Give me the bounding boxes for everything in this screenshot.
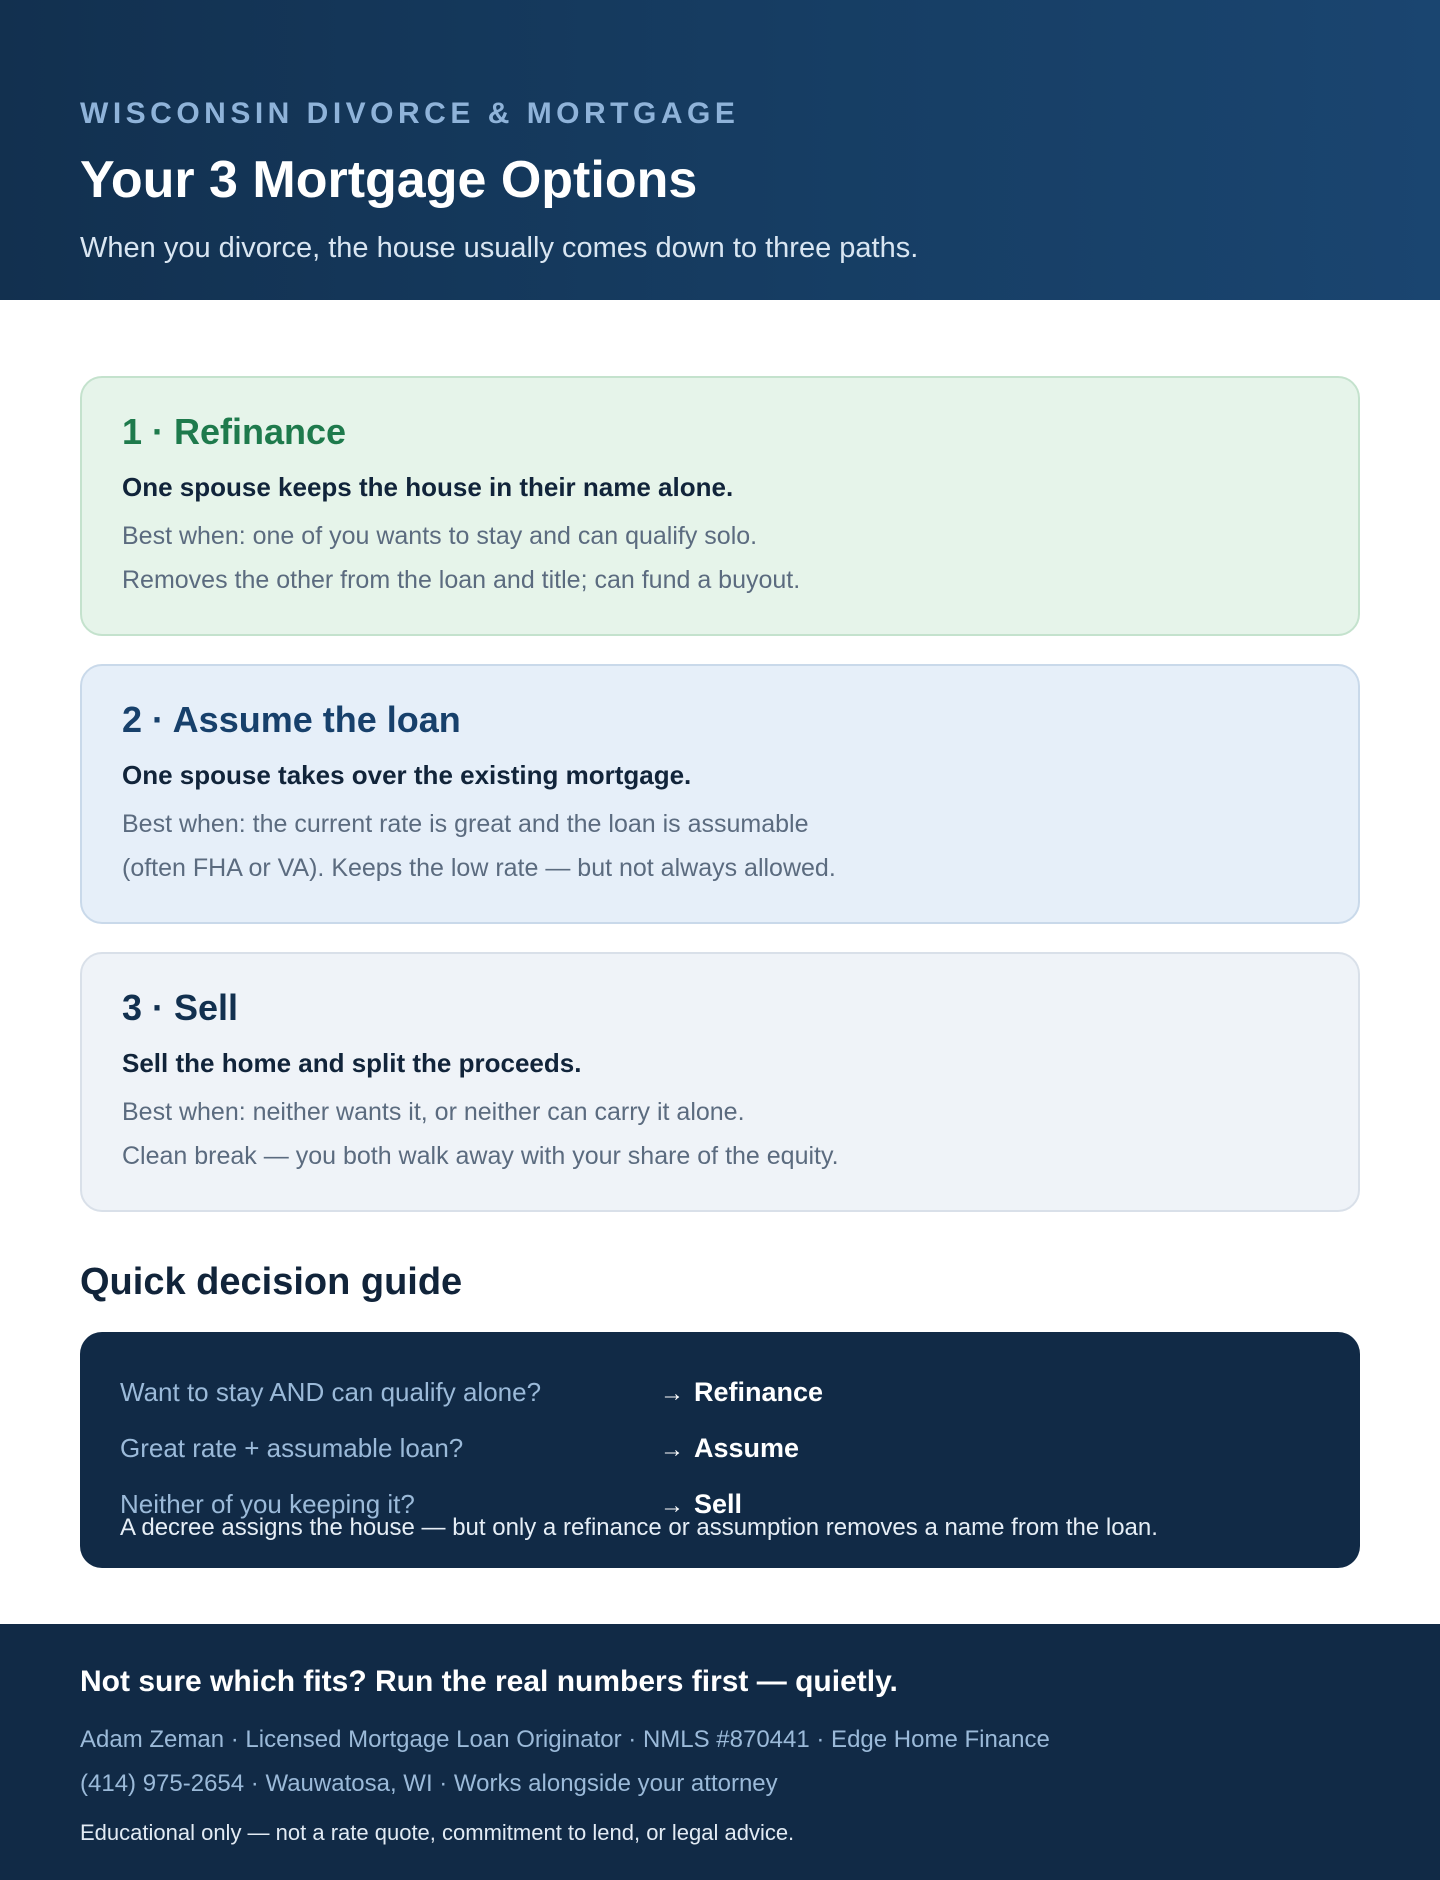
option-line: Removes the other from the loan and title; can fund a buyout. <box>122 566 801 594</box>
guide-row <box>120 1420 1320 1476</box>
footer-title: Not sure which fits? Run the real numbers first — quietly. <box>80 1665 898 1698</box>
page-subtitle: When you divorce, the house usually comes down to three paths. <box>80 232 919 264</box>
arrow-right-icon: → <box>660 1491 684 1519</box>
option-description <box>122 802 1318 890</box>
hero-banner <box>0 0 1440 300</box>
guide-answer-label: Sell <box>694 1488 743 1519</box>
option-line: Clean break — you both walk away with your share of the equity. <box>122 1142 839 1170</box>
decision-guide-panel <box>80 1332 1360 1568</box>
option-card-assume <box>80 664 1360 924</box>
option-line: (often FHA or VA). Keeps the low rate — but not always allowed. <box>122 854 836 882</box>
option-lead: One spouse keeps the house in their name alone. <box>122 472 734 502</box>
arrow-right-icon: → <box>660 1435 684 1463</box>
disclaimer: Educational only — not a rate quote, commitment to lend, or legal advice. <box>80 1820 795 1845</box>
guide-answer <box>660 1433 799 1464</box>
option-description <box>122 514 1318 602</box>
option-description <box>122 1090 1318 1178</box>
option-line: Best when: the current rate is great and the loan is assumable <box>122 810 809 838</box>
guide-note: A decree assigns the house — but only a refinance or assumption removes a name from the loan. <box>120 1514 1158 1541</box>
eyebrow-label: WISCONSIN DIVORCE & MORTGAGE <box>80 97 740 130</box>
guide-question: Neither of you keeping it? <box>120 1488 415 1519</box>
guide-question: Want to stay AND can qualify alone? <box>120 1376 542 1407</box>
option-title: 3 · Sell <box>122 987 239 1028</box>
footer <box>0 1624 1440 1880</box>
options-list <box>80 376 1360 1240</box>
option-line: Best when: one of you wants to stay and can qualify solo. <box>122 522 758 550</box>
contact-line: Adam Zeman · Licensed Mortgage Loan Originator · NMLS #870441 · Edge Home Finance <box>80 1726 1050 1753</box>
contact-line: (414) 975-2654 · Wauwatosa, WI · Works alongside your attorney <box>80 1770 778 1797</box>
option-line: Best when: neither wants it, or neither can carry it alone. <box>122 1098 745 1126</box>
option-card-refinance <box>80 376 1360 636</box>
option-lead: Sell the home and split the proceeds. <box>122 1048 582 1078</box>
option-lead: One spouse takes over the existing mortgage. <box>122 760 692 790</box>
page-title: Your 3 Mortgage Options <box>80 151 698 209</box>
arrow-right-icon: → <box>660 1379 684 1407</box>
guide-question: Great rate + assumable loan? <box>120 1432 464 1463</box>
guide-row <box>120 1364 1320 1420</box>
guide-answer-label: Refinance <box>694 1376 824 1407</box>
option-title: 1 · Refinance <box>122 411 347 452</box>
option-title: 2 · Assume the loan <box>122 699 461 740</box>
guide-heading: Quick decision guide <box>80 1261 463 1303</box>
guide-answer-label: Assume <box>694 1432 800 1463</box>
option-card-sell <box>80 952 1360 1212</box>
guide-answer <box>660 1377 823 1408</box>
